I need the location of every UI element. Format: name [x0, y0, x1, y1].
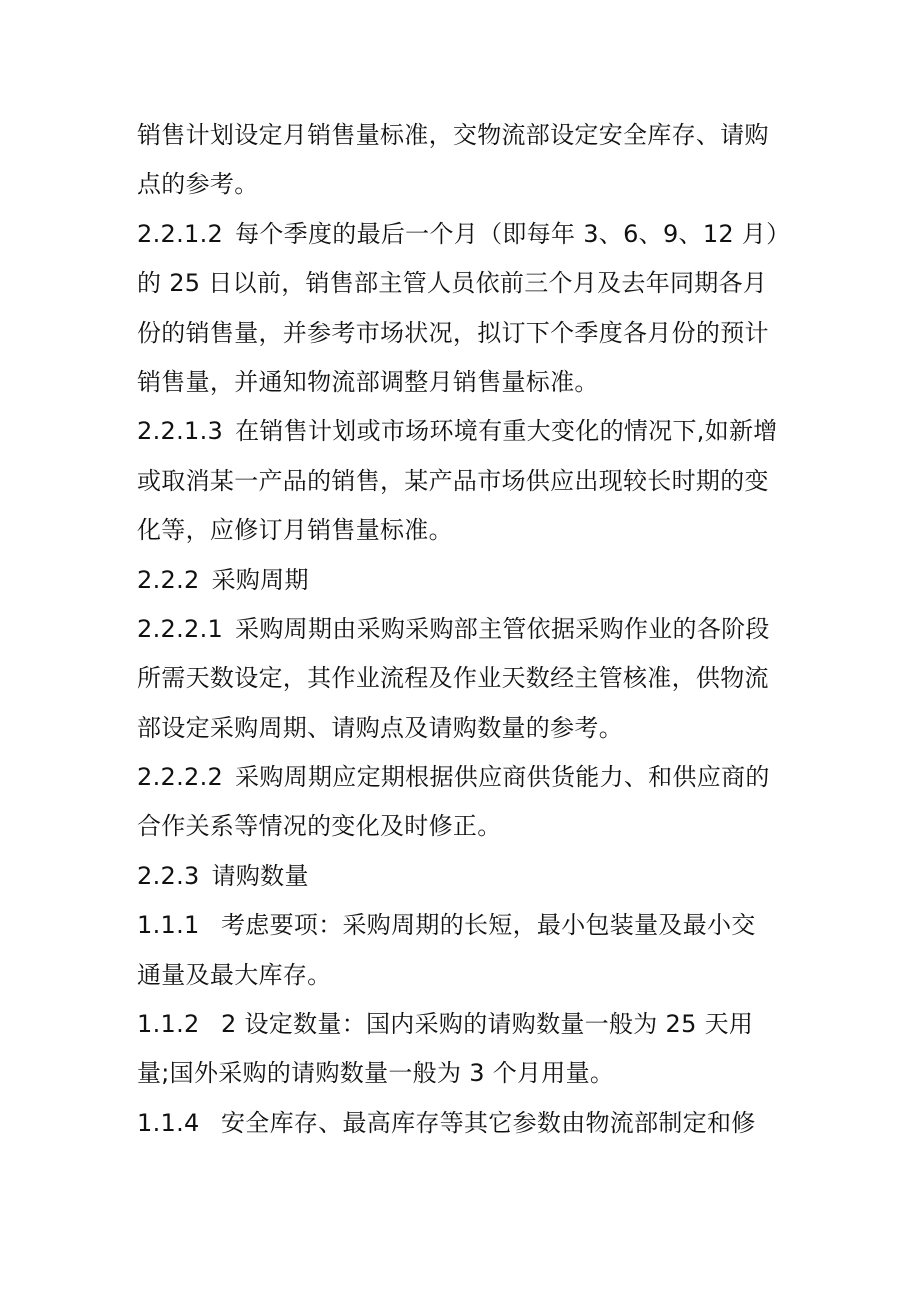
line-text: 部设定采购周期、请购点及请购数量的参考。 [137, 713, 623, 742]
section-heading [137, 852, 797, 901]
line-text: 在销售计划或市场环境有重大变化的情况下,如新增 [235, 417, 778, 446]
line-text: 每个季度的最后一个月（即每年 3、6、9、12 月） [235, 219, 791, 248]
text-line [137, 802, 797, 851]
line-text: 化等，应修订月销售量标准。 [137, 516, 453, 545]
text-line [137, 951, 797, 1000]
line-text: 合作关系等情况的变化及时修正。 [137, 812, 502, 841]
text-line [137, 160, 797, 209]
text-line [137, 259, 797, 308]
clause-number: 2.2.1.2 [137, 219, 224, 248]
text-line [137, 654, 797, 703]
line-text: 量;国外采购的请购数量一般为 3 个月用量。 [137, 1059, 615, 1088]
line-text: 考虑要项：采购周期的长短，最小包装量及最小交 [221, 911, 756, 940]
section-number: 2.2.2 [137, 565, 200, 594]
clause-number: 1.1.2 [137, 1010, 200, 1039]
text-line [137, 309, 797, 358]
clause-line [137, 1000, 797, 1049]
clause-line [137, 1099, 797, 1148]
clause-line [137, 605, 797, 654]
clause-line [137, 753, 797, 802]
line-text: 销售量，并通知物流部调整月销售量标准。 [137, 367, 599, 396]
text-line [137, 358, 797, 407]
clause-line [137, 407, 797, 456]
section-title: 请购数量 [211, 861, 309, 890]
line-text: 或取消某一产品的销售，某产品市场供应出现较长时期的变 [137, 466, 769, 495]
section-number: 2.2.3 [137, 861, 200, 890]
line-text: 采购周期由采购采购部主管依据采购作业的各阶段 [235, 614, 770, 643]
line-text: 份的销售量，并参考市场状况，拟订下个季度各月份的预计 [137, 318, 769, 347]
section-title: 采购周期 [211, 565, 309, 594]
text-line [137, 111, 797, 160]
text-line [137, 457, 797, 506]
line-text: 2 设定数量：国内采购的请购数量一般为 25 天用 [221, 1010, 754, 1039]
clause-number: 1.1.4 [137, 1108, 200, 1137]
line-text: 通量及最大库存。 [137, 960, 332, 989]
line-text: 点的参考。 [137, 170, 259, 199]
section-heading [137, 556, 797, 605]
document-body [137, 111, 797, 1148]
clause-line [137, 210, 797, 259]
text-line [137, 506, 797, 555]
line-text: 采购周期应定期根据供应商供货能力、和供应商的 [235, 763, 770, 792]
line-text: 的 25 日以前，销售部主管人员依前三个月及去年同期各月 [137, 269, 768, 298]
clause-number: 2.2.1.3 [137, 417, 224, 446]
text-line [137, 704, 797, 753]
line-text: 销售计划设定月销售量标准，交物流部设定安全库存、请购 [137, 121, 769, 149]
line-text: 安全库存、最高库存等其它参数由物流部制定和修 [221, 1108, 756, 1137]
clause-number: 2.2.2.2 [137, 763, 224, 792]
clause-number: 1.1.1 [137, 911, 200, 940]
text-line [137, 1049, 797, 1098]
clause-number: 2.2.2.1 [137, 614, 224, 643]
clause-line [137, 901, 797, 950]
line-text: 所需天数设定，其作业流程及作业天数经主管核准，供物流 [137, 664, 769, 693]
